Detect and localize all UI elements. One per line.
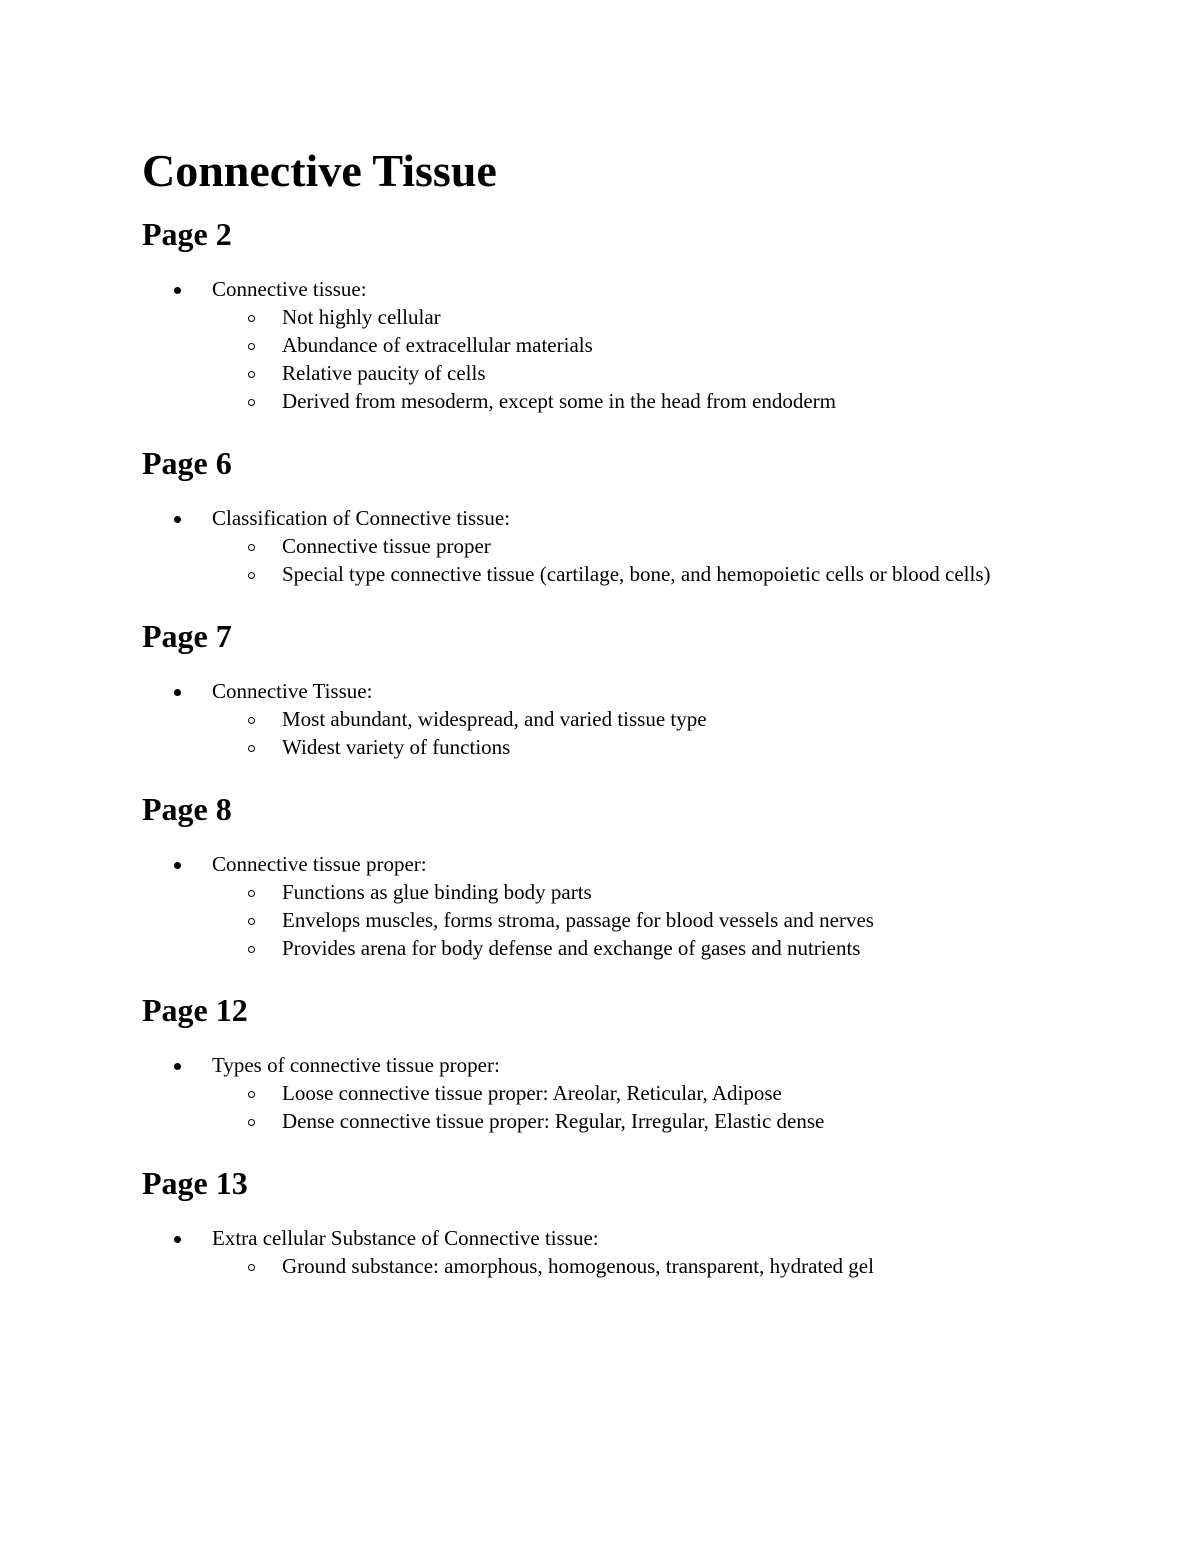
document-title: Connective Tissue: [142, 145, 497, 196]
sub-item: [142, 934, 1042, 962]
hollow-circle-icon: [248, 1264, 255, 1271]
bullet-text: Classification of Connective tissue:: [212, 506, 511, 530]
sub-item: [142, 387, 1042, 415]
hollow-circle-icon: [248, 315, 255, 322]
sub-item: [142, 733, 1042, 761]
section-heading: Page 13: [142, 1165, 248, 1201]
sub-item: [142, 359, 1042, 387]
sub-item: [142, 1079, 1042, 1107]
bullet-item: [142, 677, 1042, 705]
hollow-circle-icon: [248, 890, 255, 897]
bullet-dot-icon: [174, 516, 181, 523]
section-page-13: [142, 1159, 1042, 1280]
section-page-2: [142, 210, 1042, 439]
bullet-text: Extra cellular Substance of Connective tissue:: [212, 1226, 599, 1250]
bullet-item: [142, 275, 1042, 303]
sub-item-text: Connective tissue proper: [282, 534, 491, 558]
bullet-item: [142, 1224, 1042, 1252]
section-page-8: [142, 785, 1042, 986]
bullet-item: [142, 1051, 1042, 1079]
sub-item-text: Functions as glue binding body parts: [282, 880, 592, 904]
hollow-circle-icon: [248, 1119, 255, 1126]
hollow-circle-icon: [248, 343, 255, 350]
sub-item-text: Ground substance: amorphous, homogenous, transparent, hydrated gel: [282, 1254, 874, 1278]
section-page-12: [142, 986, 1042, 1159]
document-page: [142, 138, 1042, 1280]
sub-item-text: Provides arena for body defense and exchange of gases and nutrients: [282, 936, 861, 960]
hollow-circle-icon: [248, 717, 255, 724]
sub-item: [142, 303, 1042, 331]
sub-list: [142, 303, 1042, 415]
bullet-dot-icon: [174, 287, 181, 294]
sub-item-text: Relative paucity of cells: [282, 361, 486, 385]
section-page-6: [142, 439, 1042, 612]
sub-item: [142, 906, 1042, 934]
sub-list: [142, 1079, 1042, 1135]
hollow-circle-icon: [248, 399, 255, 406]
sub-item: [142, 878, 1042, 906]
sub-item-text: Most abundant, widespread, and varied tissue type: [282, 707, 707, 731]
sub-list: [142, 1252, 1042, 1280]
sub-item-text: Envelops muscles, forms stroma, passage for blood vessels and nerves: [282, 908, 874, 932]
bullet-text: Connective Tissue:: [212, 679, 373, 703]
bullet-text: Connective tissue proper:: [212, 852, 427, 876]
sub-item-text: Widest variety of functions: [282, 735, 511, 759]
sub-list: [142, 878, 1042, 962]
bullet-item: [142, 504, 1042, 532]
hollow-circle-icon: [248, 572, 255, 579]
sub-item-text: Derived from mesoderm, except some in the head from endoderm: [282, 389, 836, 413]
bullet-item: [142, 850, 1042, 878]
sub-list: [142, 705, 1042, 761]
bullet-dot-icon: [174, 862, 181, 869]
section-heading: Page 6: [142, 445, 232, 481]
section-heading: Page 7: [142, 618, 232, 654]
bullet-dot-icon: [174, 1063, 181, 1070]
sub-item-text: Dense connective tissue proper: Regular, Irregular, Elastic dense: [282, 1109, 825, 1133]
sub-item: [142, 1252, 1042, 1280]
hollow-circle-icon: [248, 918, 255, 925]
hollow-circle-icon: [248, 946, 255, 953]
section-heading: Page 2: [142, 216, 232, 252]
bullet-text: Types of connective tissue proper:: [212, 1053, 500, 1077]
sub-list: [142, 532, 1042, 588]
hollow-circle-icon: [248, 1091, 255, 1098]
sub-item: [142, 1107, 1042, 1135]
sub-item: [142, 331, 1042, 359]
section-heading: Page 8: [142, 791, 232, 827]
sub-item-text: Abundance of extracellular materials: [282, 333, 593, 357]
sub-item: [142, 560, 1042, 588]
sub-item-text: Loose connective tissue proper: Areolar, Reticular, Adipose: [282, 1081, 782, 1105]
hollow-circle-icon: [248, 371, 255, 378]
hollow-circle-icon: [248, 745, 255, 752]
sub-item: [142, 705, 1042, 733]
bullet-dot-icon: [174, 689, 181, 696]
bullet-text: Connective tissue:: [212, 277, 367, 301]
section-page-7: [142, 612, 1042, 785]
sub-item-text: Not highly cellular: [282, 305, 441, 329]
section-heading: Page 12: [142, 992, 248, 1028]
hollow-circle-icon: [248, 544, 255, 551]
sub-item-text: Special type connective tissue (cartilage, bone, and hemopoietic cells or blood cells): [282, 562, 991, 586]
sub-item: [142, 532, 1042, 560]
bullet-dot-icon: [174, 1236, 181, 1243]
